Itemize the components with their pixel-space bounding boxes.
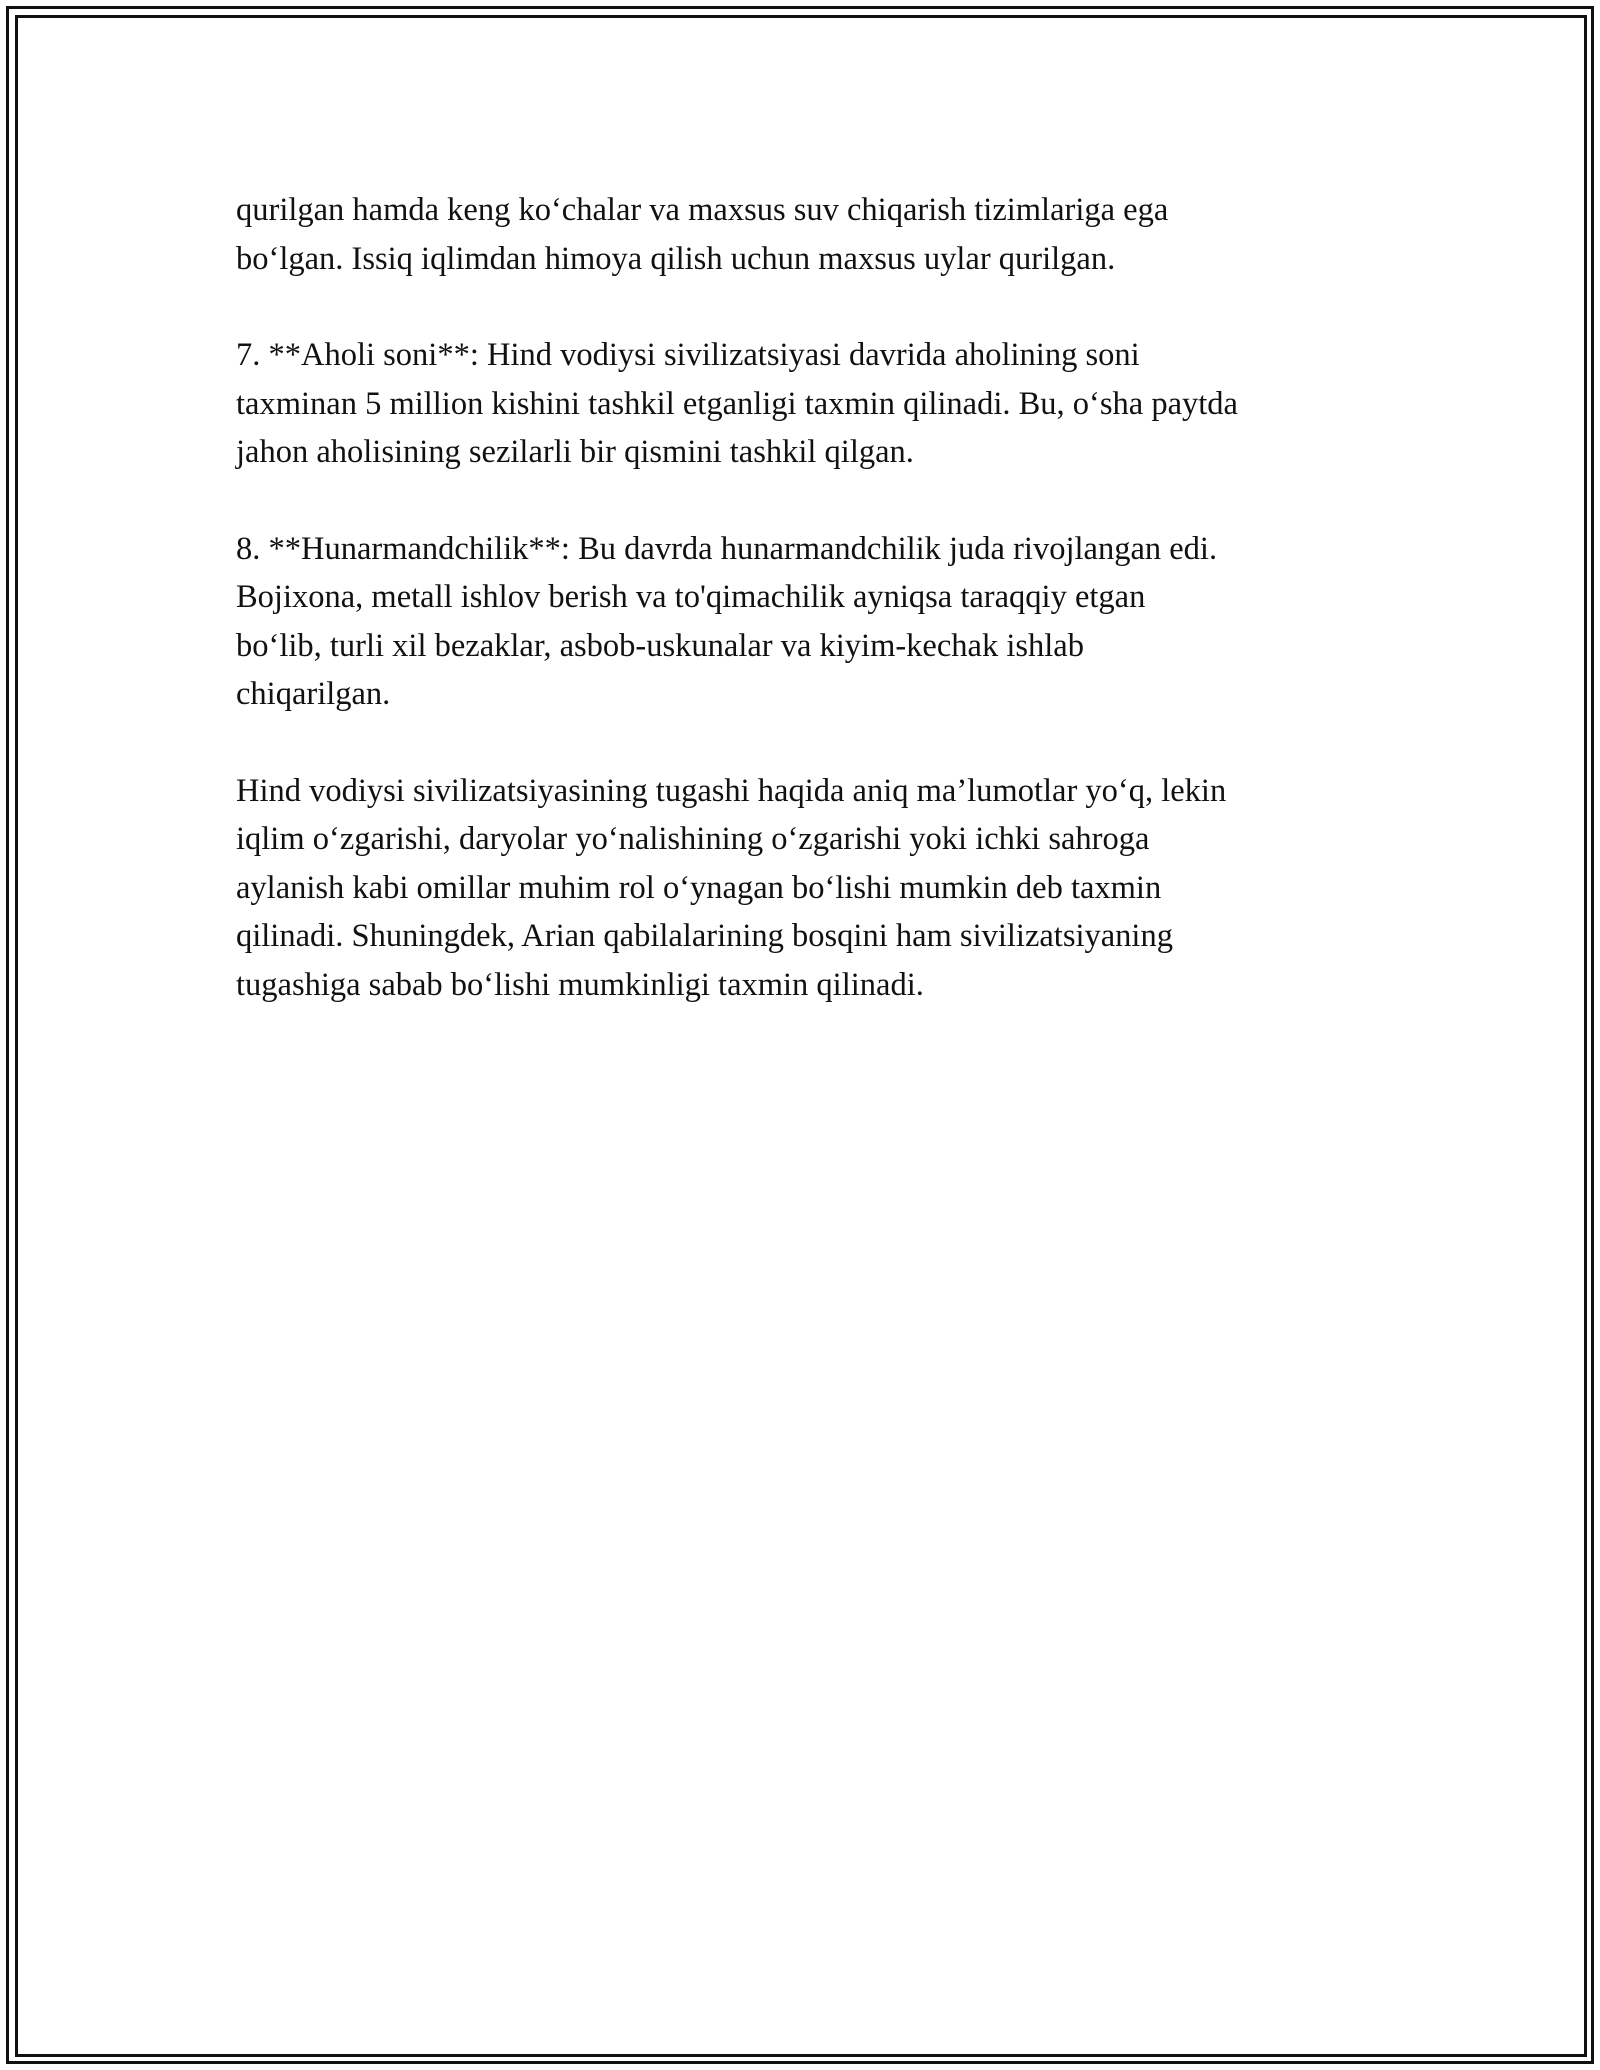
text-line: chiqarilgan. — [236, 676, 391, 712]
text-line: iqlim o‘zgarishi, daryolar yo‘nalishining o‘zgarishi yoki ichki sahroga — [236, 821, 1150, 857]
paragraph-houses — [236, 186, 1396, 283]
text-line: bo‘lib, turli xil bezaklar, asbob-uskunalar va kiyim-kechak ishlab — [236, 627, 1084, 664]
text-line: qurilgan hamda keng ko‘chalar va maxsus suv chiqarish tizimlariga ega — [236, 192, 1169, 228]
text-line: aylanish kabi omillar muhim rol o‘ynagan bo‘lishi mumkin deb taxmin — [236, 869, 1162, 906]
paragraph-decline — [236, 767, 1396, 1010]
text-line: 7. **Aholi soni**: Hind vodiysi sivilizatsiyasi davrida aholining soni — [236, 337, 1140, 373]
text-line: 8. **Hunarmandchilik**: Bu davrda hunarmandchilik juda rivojlangan edi. — [236, 530, 1218, 567]
text-line: taxminan 5 million kishini tashkil etganligi taxmin qilinadi. Bu, o‘sha paytda — [236, 385, 1238, 422]
text-line: bo‘lgan. Issiq iqlimdan himoya qilish uchun maxsus uylar qurilgan. — [236, 240, 1116, 277]
paragraph-crafts — [236, 525, 1396, 719]
text-line: qilinadi. Shuningdek, Arian qabilalarining bosqini ham sivilizatsiyaning — [236, 918, 1173, 954]
text-line: jahon aholisining sezilarli bir qismini tashkil qilgan. — [236, 434, 914, 470]
text-line: Bojixona, metall ishlov berish va to'qimachilik ayniqsa taraqqiy etgan — [236, 579, 1146, 615]
document-body — [236, 186, 1396, 1009]
paragraph-population — [236, 331, 1396, 477]
text-line: tugashiga sabab bo‘lishi mumkinligi taxmin qilinadi. — [236, 966, 924, 1003]
text-line: Hind vodiysi sivilizatsiyasining tugashi haqida aniq ma’lumotlar yo‘q, lekin — [236, 772, 1227, 809]
